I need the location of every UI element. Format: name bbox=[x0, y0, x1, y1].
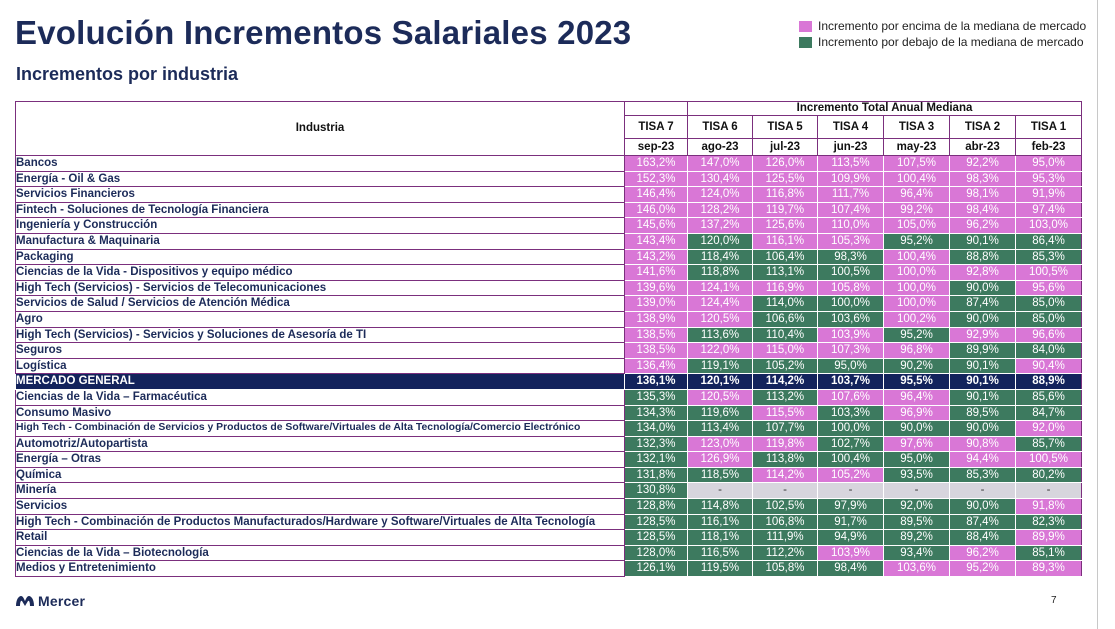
column-header-tisa: TISA 1 bbox=[1016, 116, 1082, 139]
value-cell: 145,6% bbox=[625, 218, 688, 234]
value-cell: 112,2% bbox=[753, 545, 818, 561]
industry-name: Servicios de Salud / Servicios de Atención Médica bbox=[16, 296, 625, 312]
value-cell: 128,2% bbox=[688, 202, 753, 218]
value-cell: 111,9% bbox=[753, 530, 818, 546]
value-cell: 100,0% bbox=[884, 265, 950, 281]
table-row bbox=[16, 311, 1082, 327]
value-cell: 138,9% bbox=[625, 311, 688, 327]
industry-name: Servicios Financieros bbox=[16, 187, 625, 203]
legend-label-below: Incremento por debajo de la mediana de mercado bbox=[818, 35, 1084, 49]
column-header-tisa: TISA 5 bbox=[753, 116, 818, 139]
table-row bbox=[16, 499, 1082, 515]
value-cell: 135,3% bbox=[625, 389, 688, 405]
value-cell: 96,4% bbox=[884, 389, 950, 405]
value-cell: 90,1% bbox=[950, 358, 1016, 374]
table-row bbox=[16, 327, 1082, 343]
value-cell: 89,5% bbox=[884, 514, 950, 530]
page-subtitle: Incrementos por industria bbox=[16, 64, 239, 84]
mercer-logo bbox=[15, 593, 85, 609]
column-header-tisa: TISA 3 bbox=[884, 116, 950, 139]
column-header-date: jun-23 bbox=[818, 139, 884, 156]
value-cell: 136,1% bbox=[625, 374, 688, 390]
value-cell: 134,3% bbox=[625, 405, 688, 421]
industry-name: Consumo Masivo bbox=[16, 405, 625, 421]
value-cell: 99,2% bbox=[884, 202, 950, 218]
value-cell: 96,9% bbox=[884, 405, 950, 421]
industry-name: Ingeniería y Construcción bbox=[16, 218, 625, 234]
industry-name: Ciencias de la Vida – Biotecnología bbox=[16, 545, 625, 561]
industry-name: Bancos bbox=[16, 156, 625, 172]
value-cell: 88,8% bbox=[950, 249, 1016, 265]
value-cell: 85,7% bbox=[1016, 436, 1082, 452]
value-cell: 98,3% bbox=[818, 249, 884, 265]
value-cell: 118,1% bbox=[688, 530, 753, 546]
value-cell: 102,7% bbox=[818, 436, 884, 452]
table-row bbox=[16, 249, 1082, 265]
legend-swatch-below bbox=[799, 37, 812, 48]
value-cell: 125,5% bbox=[753, 171, 818, 187]
industry-name: Fintech - Soluciones de Tecnología Financiera bbox=[16, 202, 625, 218]
value-cell: 95,6% bbox=[1016, 280, 1082, 296]
industry-name: Medios y Entretenimiento bbox=[16, 561, 625, 577]
value-cell: 92,8% bbox=[950, 265, 1016, 281]
value-cell: 85,6% bbox=[1016, 389, 1082, 405]
value-cell: 139,0% bbox=[625, 296, 688, 312]
value-cell: 95,0% bbox=[818, 358, 884, 374]
value-cell: 89,2% bbox=[884, 530, 950, 546]
value-cell: 100,0% bbox=[818, 421, 884, 437]
value-cell: 139,6% bbox=[625, 280, 688, 296]
value-cell: - bbox=[753, 483, 818, 499]
value-cell: 114,2% bbox=[753, 374, 818, 390]
industry-header: Industria bbox=[16, 102, 625, 156]
value-cell: 107,6% bbox=[818, 389, 884, 405]
value-cell: 113,8% bbox=[753, 452, 818, 468]
table-row-market-total bbox=[16, 374, 1082, 390]
value-cell: 152,3% bbox=[625, 171, 688, 187]
value-cell: - bbox=[688, 483, 753, 499]
legend-item-below bbox=[799, 34, 1086, 50]
value-cell: 85,3% bbox=[950, 467, 1016, 483]
value-cell: 90,0% bbox=[884, 421, 950, 437]
value-cell: 110,0% bbox=[818, 218, 884, 234]
value-cell: 85,3% bbox=[1016, 249, 1082, 265]
value-cell: 98,1% bbox=[950, 187, 1016, 203]
table-row bbox=[16, 343, 1082, 359]
value-cell: 126,0% bbox=[753, 156, 818, 172]
value-cell: 100,5% bbox=[1016, 265, 1082, 281]
industry-name: Manufactura & Maquinaria bbox=[16, 233, 625, 249]
table-row bbox=[16, 421, 1082, 437]
column-header-tisa: TISA 6 bbox=[688, 116, 753, 139]
value-cell: 86,4% bbox=[1016, 233, 1082, 249]
legend-item-above bbox=[799, 18, 1086, 34]
value-cell: 163,2% bbox=[625, 156, 688, 172]
value-cell: 116,9% bbox=[753, 280, 818, 296]
value-cell: 103,9% bbox=[818, 545, 884, 561]
industry-name: Energía - Oil & Gas bbox=[16, 171, 625, 187]
value-cell: 126,9% bbox=[688, 452, 753, 468]
value-cell: 96,2% bbox=[950, 218, 1016, 234]
value-cell: 94,9% bbox=[818, 530, 884, 546]
value-cell: 97,9% bbox=[818, 499, 884, 515]
value-cell: 90,1% bbox=[950, 389, 1016, 405]
value-cell: 107,5% bbox=[884, 156, 950, 172]
value-cell: 113,1% bbox=[753, 265, 818, 281]
column-header-date: abr-23 bbox=[950, 139, 1016, 156]
value-cell: 90,1% bbox=[950, 374, 1016, 390]
value-cell: 93,4% bbox=[884, 545, 950, 561]
industry-name: Packaging bbox=[16, 249, 625, 265]
value-cell: 119,8% bbox=[753, 436, 818, 452]
value-cell: 92,9% bbox=[950, 327, 1016, 343]
value-cell: 119,6% bbox=[688, 405, 753, 421]
value-cell: 84,0% bbox=[1016, 343, 1082, 359]
value-cell: 107,7% bbox=[753, 421, 818, 437]
value-cell: 120,5% bbox=[688, 389, 753, 405]
value-cell: 91,9% bbox=[1016, 187, 1082, 203]
value-cell: 102,5% bbox=[753, 499, 818, 515]
industry-name: Energía – Otras bbox=[16, 452, 625, 468]
industry-name: Seguros bbox=[16, 343, 625, 359]
value-cell: 98,3% bbox=[950, 171, 1016, 187]
value-cell: 85,0% bbox=[1016, 296, 1082, 312]
value-cell: 85,0% bbox=[1016, 311, 1082, 327]
value-cell: 125,6% bbox=[753, 218, 818, 234]
value-cell: 90,2% bbox=[884, 358, 950, 374]
value-cell: 100,5% bbox=[818, 265, 884, 281]
value-cell: 143,2% bbox=[625, 249, 688, 265]
table-row bbox=[16, 452, 1082, 468]
value-cell: 80,2% bbox=[1016, 467, 1082, 483]
value-cell: 95,5% bbox=[884, 374, 950, 390]
industry-name: High Tech (Servicios) - Servicios y Soluciones de Asesoría de TI bbox=[16, 327, 625, 343]
page-edge-divider bbox=[1097, 0, 1098, 629]
value-cell: 98,4% bbox=[950, 202, 1016, 218]
value-cell: 124,0% bbox=[688, 187, 753, 203]
value-cell: 115,5% bbox=[753, 405, 818, 421]
column-header-tisa: TISA 7 bbox=[625, 116, 688, 139]
value-cell: 95,3% bbox=[1016, 171, 1082, 187]
industry-name: Agro bbox=[16, 311, 625, 327]
value-cell: 110,4% bbox=[753, 327, 818, 343]
value-cell: 89,9% bbox=[1016, 530, 1082, 546]
value-cell: 113,5% bbox=[818, 156, 884, 172]
value-cell: 136,4% bbox=[625, 358, 688, 374]
value-cell: 114,8% bbox=[688, 499, 753, 515]
value-cell: 114,2% bbox=[753, 467, 818, 483]
value-cell: 92,0% bbox=[1016, 421, 1082, 437]
column-header-date: may-23 bbox=[884, 139, 950, 156]
industry-name: Automotriz/Autopartista bbox=[16, 436, 625, 452]
value-cell: 100,2% bbox=[884, 311, 950, 327]
value-cell: 120,5% bbox=[688, 311, 753, 327]
group-header-spacer bbox=[625, 102, 688, 116]
value-cell: 116,5% bbox=[688, 545, 753, 561]
table-row bbox=[16, 156, 1082, 172]
value-cell: 124,4% bbox=[688, 296, 753, 312]
table-row bbox=[16, 171, 1082, 187]
value-cell: 96,4% bbox=[884, 187, 950, 203]
value-cell: 100,0% bbox=[818, 296, 884, 312]
value-cell: 94,4% bbox=[950, 452, 1016, 468]
value-cell: 106,8% bbox=[753, 514, 818, 530]
value-cell: - bbox=[950, 483, 1016, 499]
value-cell: 90,0% bbox=[950, 499, 1016, 515]
value-cell: 138,5% bbox=[625, 327, 688, 343]
value-cell: 100,0% bbox=[884, 280, 950, 296]
value-cell: 123,0% bbox=[688, 436, 753, 452]
value-cell: 147,0% bbox=[688, 156, 753, 172]
value-cell: 146,4% bbox=[625, 187, 688, 203]
column-header-date: sep-23 bbox=[625, 139, 688, 156]
table-row bbox=[16, 280, 1082, 296]
page-title: Evolución Incrementos Salariales 2023 bbox=[15, 14, 632, 51]
value-cell: 92,0% bbox=[884, 499, 950, 515]
value-cell: 89,9% bbox=[950, 343, 1016, 359]
value-cell: 128,0% bbox=[625, 545, 688, 561]
value-cell: 132,3% bbox=[625, 436, 688, 452]
table-row bbox=[16, 467, 1082, 483]
table-row bbox=[16, 202, 1082, 218]
column-header-date: jul-23 bbox=[753, 139, 818, 156]
value-cell: 128,5% bbox=[625, 530, 688, 546]
value-cell: 116,1% bbox=[753, 233, 818, 249]
value-cell: 98,4% bbox=[818, 561, 884, 577]
group-header: Incremento Total Anual Mediana bbox=[688, 102, 1082, 116]
table-body bbox=[16, 156, 1082, 577]
value-cell: 105,0% bbox=[884, 218, 950, 234]
value-cell: 113,6% bbox=[688, 327, 753, 343]
value-cell: 107,3% bbox=[818, 343, 884, 359]
value-cell: 91,7% bbox=[818, 514, 884, 530]
table-row bbox=[16, 358, 1082, 374]
value-cell: 95,2% bbox=[884, 327, 950, 343]
industry-name: MERCADO GENERAL bbox=[16, 374, 625, 390]
table-row bbox=[16, 233, 1082, 249]
value-cell: 138,5% bbox=[625, 343, 688, 359]
value-cell: 90,1% bbox=[950, 233, 1016, 249]
value-cell: 134,0% bbox=[625, 421, 688, 437]
value-cell: 118,8% bbox=[688, 265, 753, 281]
column-header-date: feb-23 bbox=[1016, 139, 1082, 156]
value-cell: 113,4% bbox=[688, 421, 753, 437]
table-row bbox=[16, 514, 1082, 530]
value-cell: 103,0% bbox=[1016, 218, 1082, 234]
table-row bbox=[16, 187, 1082, 203]
value-cell: 113,2% bbox=[753, 389, 818, 405]
value-cell: 82,3% bbox=[1016, 514, 1082, 530]
value-cell: 128,8% bbox=[625, 499, 688, 515]
value-cell: 95,2% bbox=[950, 561, 1016, 577]
value-cell: 103,6% bbox=[884, 561, 950, 577]
value-cell: 132,1% bbox=[625, 452, 688, 468]
value-cell: 96,6% bbox=[1016, 327, 1082, 343]
value-cell: 93,5% bbox=[884, 467, 950, 483]
value-cell: 95,0% bbox=[1016, 156, 1082, 172]
value-cell: 120,1% bbox=[688, 374, 753, 390]
value-cell: 119,1% bbox=[688, 358, 753, 374]
value-cell: 89,5% bbox=[950, 405, 1016, 421]
industry-name: Química bbox=[16, 467, 625, 483]
value-cell: 124,1% bbox=[688, 280, 753, 296]
industry-name: High Tech - Combinación de Productos Manufacturados/Hardware y Software/Virtuales de Alta Tecnología bbox=[16, 514, 625, 530]
value-cell: 92,2% bbox=[950, 156, 1016, 172]
value-cell: 107,4% bbox=[818, 202, 884, 218]
table-row bbox=[16, 545, 1082, 561]
value-cell: 88,4% bbox=[950, 530, 1016, 546]
table-row bbox=[16, 561, 1082, 577]
value-cell: 90,4% bbox=[1016, 358, 1082, 374]
value-cell: 130,8% bbox=[625, 483, 688, 499]
value-cell: 90,8% bbox=[950, 436, 1016, 452]
legend bbox=[799, 18, 1086, 50]
value-cell: 103,3% bbox=[818, 405, 884, 421]
mercer-logo-icon bbox=[15, 595, 35, 607]
value-cell: 96,8% bbox=[884, 343, 950, 359]
value-cell: 87,4% bbox=[950, 296, 1016, 312]
value-cell: 84,7% bbox=[1016, 405, 1082, 421]
value-cell: 105,3% bbox=[818, 233, 884, 249]
value-cell: 105,2% bbox=[753, 358, 818, 374]
column-header-tisa: TISA 2 bbox=[950, 116, 1016, 139]
value-cell: 146,0% bbox=[625, 202, 688, 218]
value-cell: 88,9% bbox=[1016, 374, 1082, 390]
legend-label-above: Incremento por encima de la mediana de mercado bbox=[818, 19, 1087, 33]
value-cell: 87,4% bbox=[950, 514, 1016, 530]
value-cell: 114,0% bbox=[753, 296, 818, 312]
value-cell: - bbox=[1016, 483, 1082, 499]
value-cell: 103,9% bbox=[818, 327, 884, 343]
value-cell: 131,8% bbox=[625, 467, 688, 483]
value-cell: 122,0% bbox=[688, 343, 753, 359]
value-cell: 116,8% bbox=[753, 187, 818, 203]
value-cell: 100,4% bbox=[884, 249, 950, 265]
value-cell: 118,5% bbox=[688, 467, 753, 483]
value-cell: 97,6% bbox=[884, 436, 950, 452]
value-cell: 89,3% bbox=[1016, 561, 1082, 577]
value-cell: 106,4% bbox=[753, 249, 818, 265]
value-cell: 141,6% bbox=[625, 265, 688, 281]
value-cell: 103,7% bbox=[818, 374, 884, 390]
industry-name: Logística bbox=[16, 358, 625, 374]
industry-name: Minería bbox=[16, 483, 625, 499]
column-header-tisa: TISA 4 bbox=[818, 116, 884, 139]
industry-name: Retail bbox=[16, 530, 625, 546]
table-row bbox=[16, 265, 1082, 281]
value-cell: 97,4% bbox=[1016, 202, 1082, 218]
value-cell: 137,2% bbox=[688, 218, 753, 234]
table-row bbox=[16, 530, 1082, 546]
industry-name: High Tech - Combinación de Servicios y Productos de Software/Virtuales de Alta Tecnología/Comercio Electrónico bbox=[16, 421, 625, 437]
industry-name: Servicios bbox=[16, 499, 625, 515]
industry-name: Ciencias de la Vida - Dispositivos y equipo médico bbox=[16, 265, 625, 281]
value-cell: - bbox=[818, 483, 884, 499]
value-cell: 90,0% bbox=[950, 280, 1016, 296]
table-row bbox=[16, 436, 1082, 452]
value-cell: 103,6% bbox=[818, 311, 884, 327]
legend-swatch-above bbox=[799, 21, 812, 32]
value-cell: 95,2% bbox=[884, 233, 950, 249]
value-cell: 100,5% bbox=[1016, 452, 1082, 468]
value-cell: 111,7% bbox=[818, 187, 884, 203]
value-cell: 119,5% bbox=[688, 561, 753, 577]
column-header-date: ago-23 bbox=[688, 139, 753, 156]
value-cell: 106,6% bbox=[753, 311, 818, 327]
value-cell: 105,2% bbox=[818, 467, 884, 483]
value-cell: 100,4% bbox=[818, 452, 884, 468]
value-cell: 115,0% bbox=[753, 343, 818, 359]
value-cell: 120,0% bbox=[688, 233, 753, 249]
value-cell: 128,5% bbox=[625, 514, 688, 530]
value-cell: 91,8% bbox=[1016, 499, 1082, 515]
value-cell: 126,1% bbox=[625, 561, 688, 577]
mercer-logo-text: Mercer bbox=[38, 593, 86, 609]
value-cell: 90,0% bbox=[950, 421, 1016, 437]
value-cell: 109,9% bbox=[818, 171, 884, 187]
table-row bbox=[16, 405, 1082, 421]
value-cell: 96,2% bbox=[950, 545, 1016, 561]
table-row bbox=[16, 296, 1082, 312]
value-cell: 90,0% bbox=[950, 311, 1016, 327]
value-cell: 85,1% bbox=[1016, 545, 1082, 561]
value-cell: 130,4% bbox=[688, 171, 753, 187]
value-cell: 105,8% bbox=[818, 280, 884, 296]
table-row bbox=[16, 218, 1082, 234]
table-row bbox=[16, 483, 1082, 499]
page-number: 7 bbox=[1051, 595, 1057, 606]
value-cell: 100,0% bbox=[884, 296, 950, 312]
value-cell: 105,8% bbox=[753, 561, 818, 577]
value-cell: - bbox=[884, 483, 950, 499]
industry-name: High Tech (Servicios) - Servicios de Telecomunicaciones bbox=[16, 280, 625, 296]
value-cell: 119,7% bbox=[753, 202, 818, 218]
value-cell: 118,4% bbox=[688, 249, 753, 265]
value-cell: 95,0% bbox=[884, 452, 950, 468]
salary-increments-table bbox=[15, 101, 1082, 577]
table-row bbox=[16, 389, 1082, 405]
value-cell: 116,1% bbox=[688, 514, 753, 530]
value-cell: 100,4% bbox=[884, 171, 950, 187]
industry-name: Ciencias de la Vida – Farmacéutica bbox=[16, 389, 625, 405]
value-cell: 143,4% bbox=[625, 233, 688, 249]
